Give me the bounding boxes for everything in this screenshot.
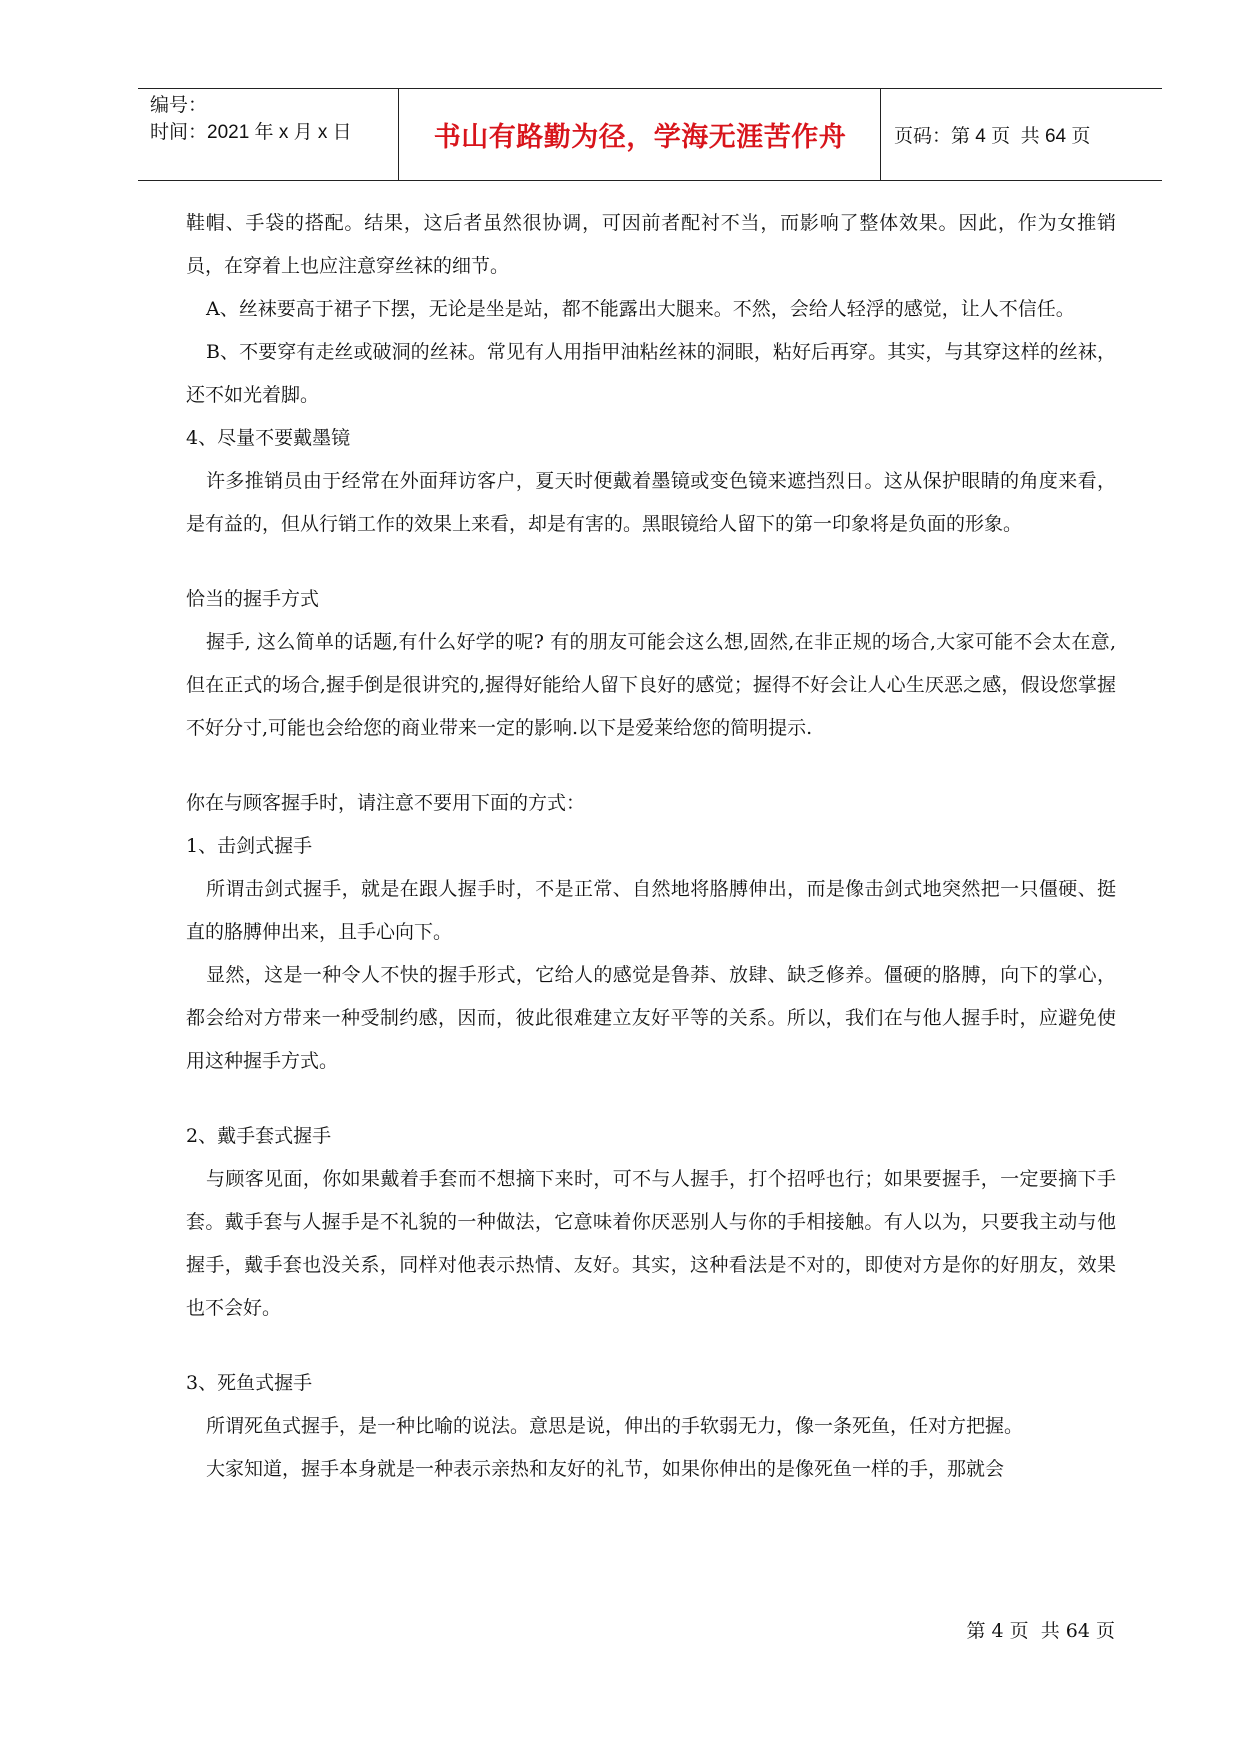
section-heading: 1、击剑式握手 <box>186 835 313 857</box>
spacer <box>186 750 1116 782</box>
paragraph: 握手, 这么简单的话题,有什么好学的呢? 有的朋友可能会这么想,固然,在非正规的场合,大家可能不会太在意,但在正式的场合,握手倒是很讲究的,握得好能给人留下良好的感觉；握得不好会让人心生厌恶之感，假设您掌握不好分寸,可能也会给您的商业带来一定的影响.以下是爱莱给您的简明提示. <box>186 631 1116 739</box>
document-body <box>186 202 1116 1491</box>
spacer <box>186 1330 1116 1362</box>
header-divider <box>398 88 399 181</box>
time-label: 时间：2021 年 x 月 x 日 <box>150 122 352 143</box>
paragraph: 大家知道，握手本身就是一种表示亲热和友好的礼节，如果你伸出的是像死鱼一样的手，那就会 <box>206 1458 1005 1480</box>
paragraph: 所谓击剑式握手，就是在跟人握手时，不是正常、自然地将胳膊伸出，而是像击剑式地突然把一只僵硬、挺直的胳膊伸出来，且手心向下。 <box>186 878 1116 943</box>
section-heading: 恰当的握手方式 <box>186 588 320 610</box>
header-meta <box>150 92 352 146</box>
spacer <box>186 1083 1116 1115</box>
section-heading: 4、尽量不要戴墨镜 <box>186 427 351 449</box>
page-footer: 第 4 页 共 64 页 <box>966 1620 1115 1642</box>
spacer <box>186 546 1116 578</box>
section-heading: 2、戴手套式握手 <box>186 1125 332 1147</box>
paragraph: 与顾客见面，你如果戴着手套而不想摘下来时，可不与人握手，打个招呼也行；如果要握手，一定要摘下手套。戴手套与人握手是不礼貌的一种做法，它意味着你厌恶别人与你的手相接触。有人以为，只要我主动与他握手，戴手套也没关系，同样对他表示热情、友好。其实，这种看法是不对的，即使对方是你的好朋友，效果也不会好。 <box>186 1168 1116 1319</box>
header-divider <box>880 88 881 181</box>
paragraph: 你在与顾客握手时，请注意不要用下面的方式： <box>186 792 586 814</box>
number-label: 编号： <box>150 95 208 116</box>
paragraph: 许多推销员由于经常在外面拜访客户，夏天时便戴着墨镜或变色镜来遮挡烈日。这从保护眼睛的角度来看，是有益的，但从行销工作的效果上来看，却是有害的。黑眼镜给人留下的第一印象将是负面的形象。 <box>186 470 1116 535</box>
paragraph: B、不要穿有走丝或破洞的丝袜。常见有人用指甲油粘丝袜的洞眼，粘好后再穿。其实，与其穿这样的丝袜，还不如光着脚。 <box>186 341 1116 406</box>
paragraph: 鞋帽、手袋的搭配。结果，这后者虽然很协调，可因前者配衬不当，而影响了整体效果。因此，作为女推销员，在穿着上也应注意穿丝袜的细节。 <box>186 212 1116 277</box>
section-heading: 3、死鱼式握手 <box>186 1372 313 1394</box>
paragraph: 所谓死鱼式握手，是一种比喻的说法。意思是说，伸出的手软弱无力，像一条死鱼，任对方把握。 <box>206 1415 1024 1437</box>
header-page-info: 页码：第 4 页 共 64 页 <box>894 126 1091 147</box>
paragraph: 显然，这是一种令人不快的握手形式，它给人的感觉是鲁莽、放肆、缺乏修养。僵硬的胳膊，向下的掌心，都会给对方带来一种受制约感，因而，彼此很难建立友好平等的关系。所以，我们在与他人握手时，应避免使用这种握手方式。 <box>186 964 1116 1072</box>
header-motto: 书山有路勤为径，学海无涯苦作舟 <box>433 122 847 153</box>
paragraph: A、丝袜要高于裙子下摆，无论是坐是站，都不能露出大腿来。不然，会给人轻浮的感觉，让人不信任。 <box>206 298 1075 320</box>
page-header <box>138 88 1162 181</box>
